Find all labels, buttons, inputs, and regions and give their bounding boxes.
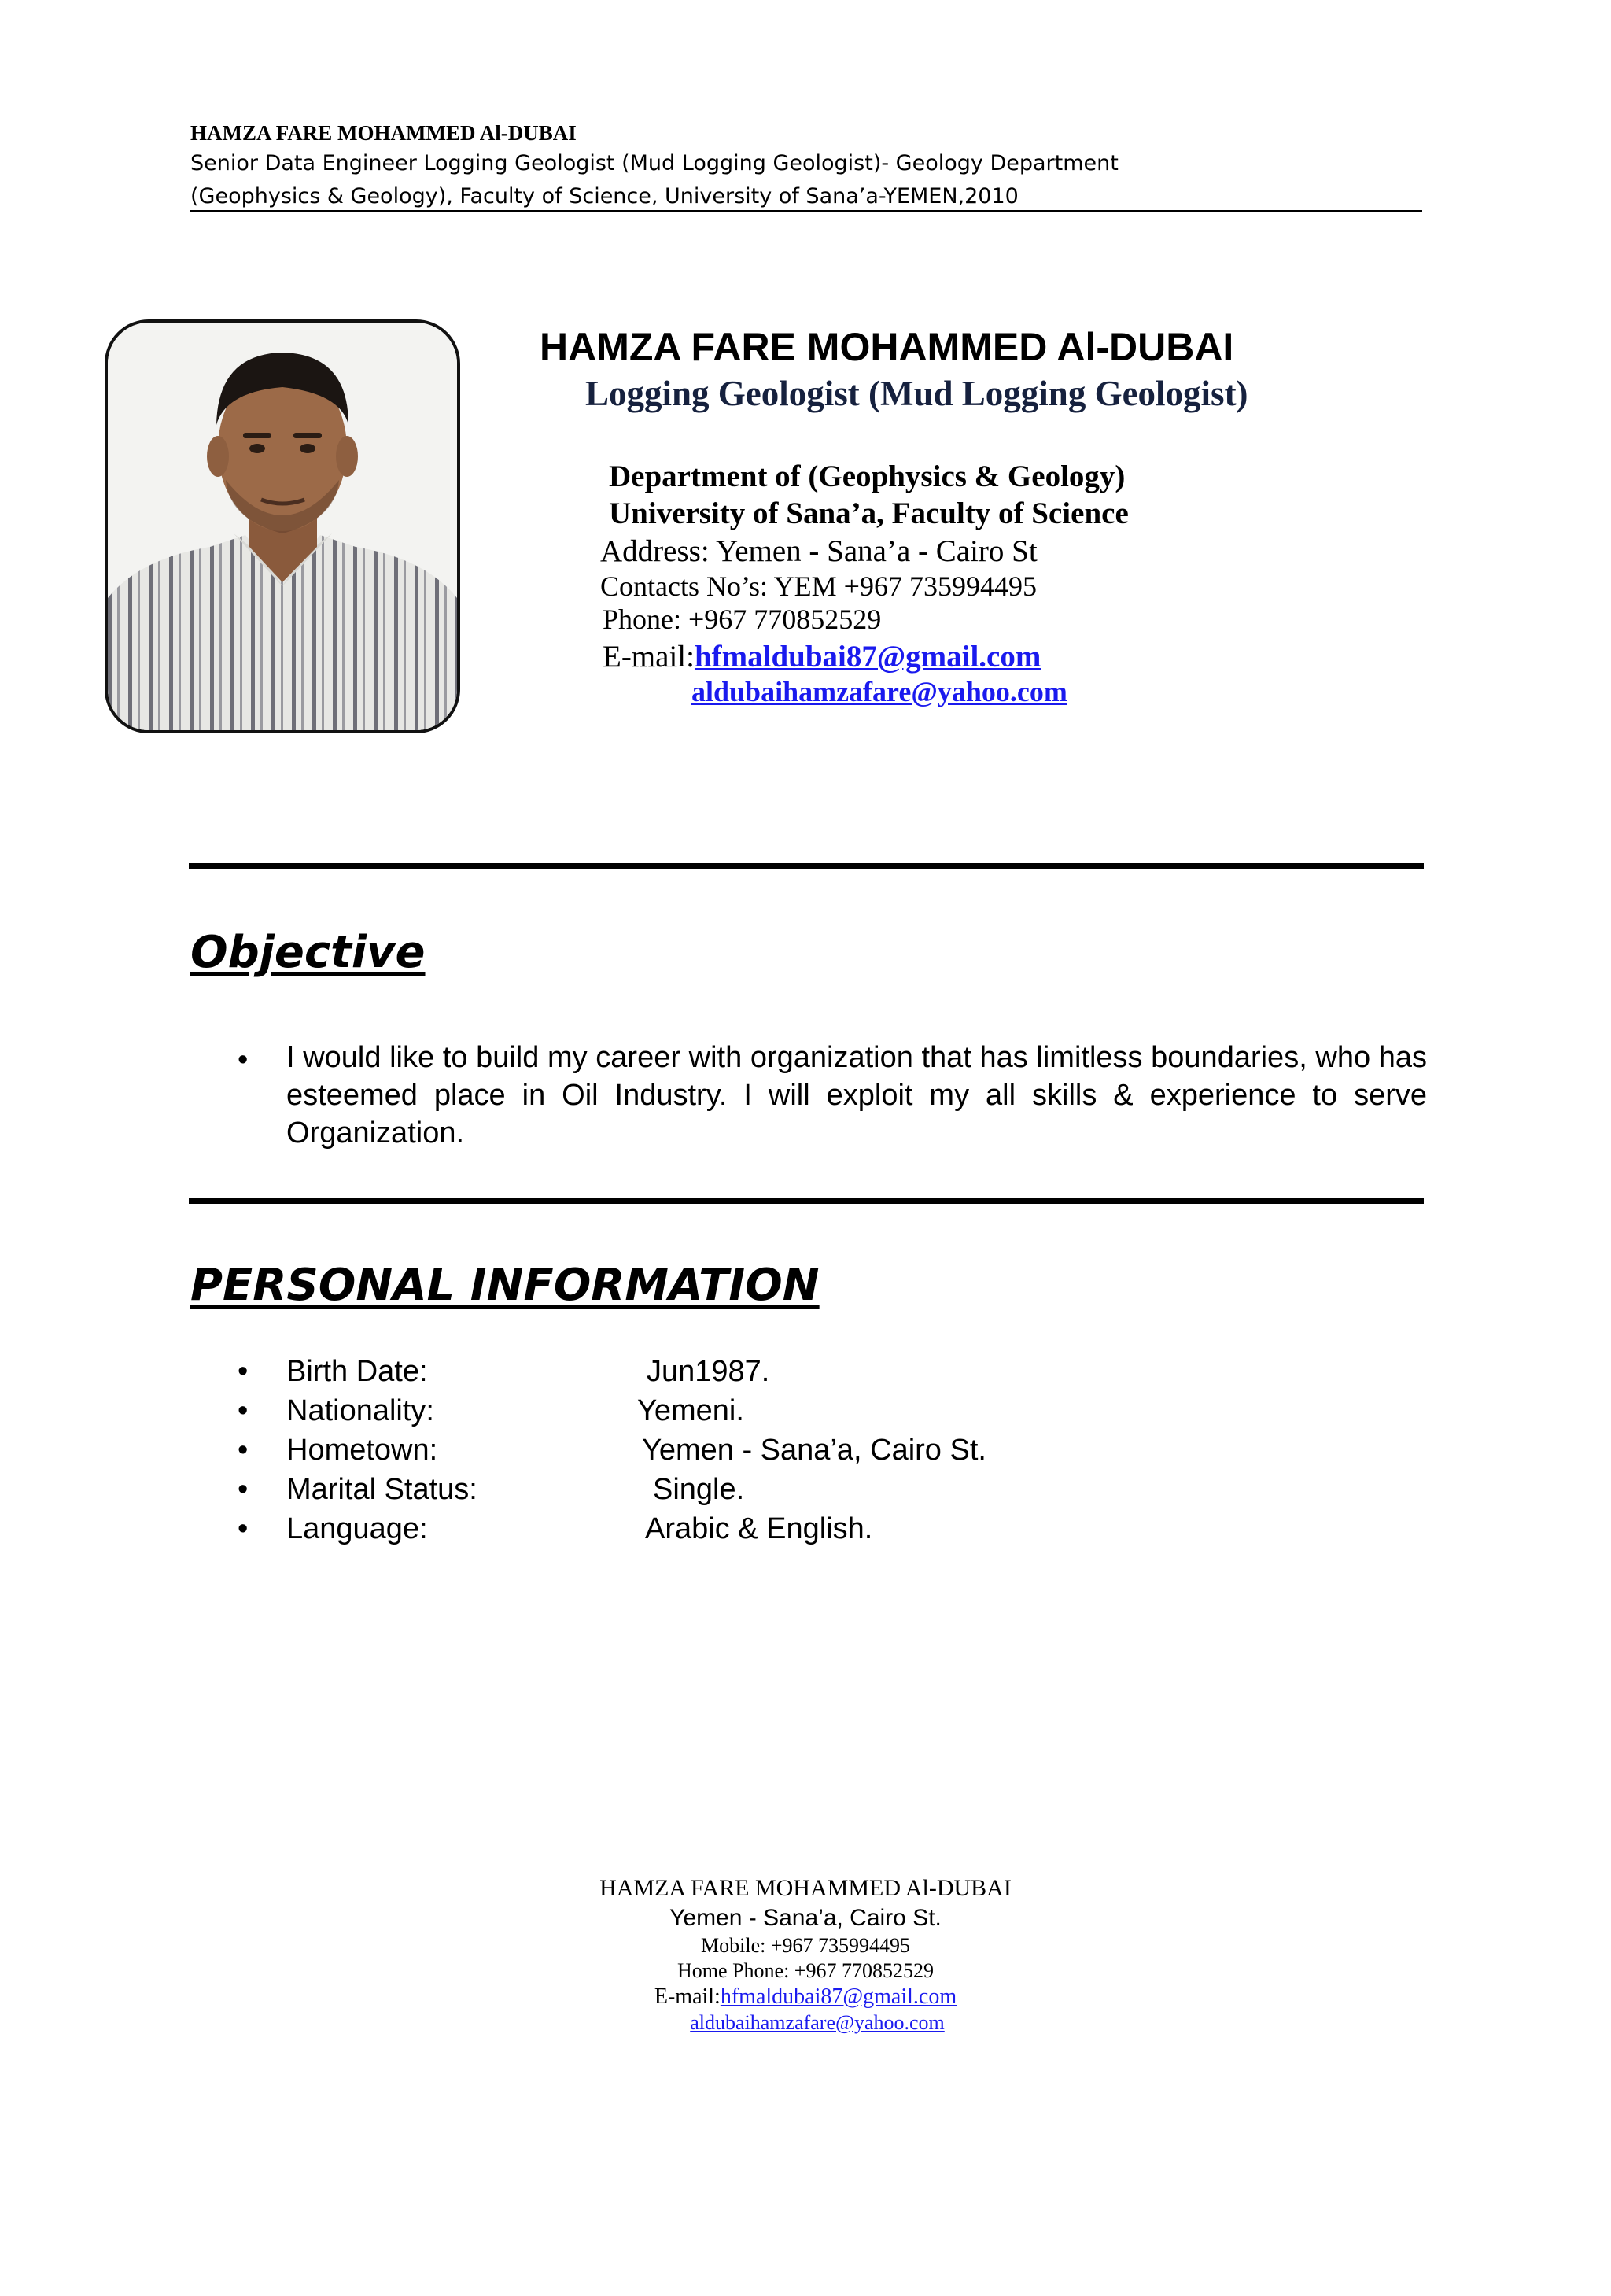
bullet-icon: • [238, 1043, 249, 1076]
running-header-rule [190, 210, 1422, 212]
phone-number: Phone: +967 770852529 [603, 604, 882, 635]
footer-email-label: E-mail: [654, 1984, 721, 2009]
footer-address: Yemen - Sana’a, Cairo St. [669, 1905, 942, 1931]
info-label: Language: [286, 1512, 428, 1545]
personal-info-row [238, 1473, 1417, 1512]
email-link-gmail[interactable]: hfmaldubai87@gmail.com [694, 640, 1041, 674]
personal-info-row [238, 1355, 1417, 1394]
objective-heading: Objective [190, 927, 426, 978]
personal-info-heading: PERSONAL INFORMATION [190, 1260, 820, 1311]
footer-name: HAMZA FARE MOHAMMED Al-DUBAI [599, 1875, 1012, 1901]
section-divider [189, 863, 1424, 869]
objective-text: I would like to build my career with organization that has limitless boundaries, who has esteemed place in Oil Industry. I will exploit my all skills & experience to serve Organization. [286, 1041, 1427, 1150]
department: Department of (Geophysics & Geology) [609, 460, 1126, 493]
email-line-2 [691, 675, 1067, 708]
contacts-number: Contacts No’s: YEM +967 735994495 [600, 570, 1037, 602]
info-label: Hometown: [286, 1434, 438, 1467]
info-value: Arabic & English. [645, 1512, 873, 1545]
personal-info-row [238, 1434, 1417, 1473]
bullet-icon: • [238, 1355, 249, 1388]
bullet-icon: • [238, 1434, 249, 1467]
candidate-title: Logging Geologist (Mud Logging Geologist) [585, 374, 1248, 413]
info-label: Marital Status: [286, 1473, 477, 1506]
candidate-name: HAMZA FARE MOHAMMED Al-DUBAI [540, 325, 1234, 369]
info-value: Jun1987. [647, 1355, 770, 1388]
email-line [603, 639, 1041, 674]
running-header-line-2: (Geophysics & Geology), Faculty of Science, University of Sana’a-YEMEN,2010 [190, 184, 1019, 209]
section-divider [189, 1198, 1424, 1204]
footer-home-phone: Home Phone: +967 770852529 [677, 1959, 934, 1982]
footer-email-link-yahoo[interactable]: aldubaihamzafare@yahoo.com [690, 2011, 945, 2034]
running-header-name: HAMZA FARE MOHAMMED Al-DUBAI [190, 121, 577, 145]
info-value: Yemeni. [637, 1394, 744, 1427]
university: University of Sana’a, Faculty of Science [609, 496, 1129, 530]
address: Address: Yemen - Sana’a - Cairo St [600, 534, 1038, 568]
info-value: Yemen - Sana’a, Cairo St. [642, 1434, 986, 1467]
email-label: E-mail: [603, 640, 695, 674]
footer-email-link-gmail[interactable]: hfmaldubai87@gmail.com [720, 1984, 957, 2009]
footer-email-line-2 [0, 2011, 1611, 2035]
info-label: Nationality: [286, 1394, 434, 1427]
bullet-icon: • [238, 1512, 249, 1545]
footer-email-line [0, 1984, 1611, 2010]
info-value: Single. [653, 1473, 745, 1506]
info-label: Birth Date: [286, 1355, 428, 1388]
bullet-icon: • [238, 1394, 249, 1427]
footer-mobile: Mobile: +967 735994495 [701, 1934, 910, 1957]
email-link-yahoo[interactable]: aldubaihamzafare@yahoo.com [691, 676, 1067, 707]
personal-info-row [238, 1512, 1417, 1552]
bullet-icon: • [238, 1473, 249, 1506]
profile-photo [105, 319, 460, 733]
personal-info-row [238, 1394, 1417, 1434]
running-header-line-1: Senior Data Engineer Logging Geologist (Mud Logging Geologist)- Geology Department [190, 151, 1119, 175]
